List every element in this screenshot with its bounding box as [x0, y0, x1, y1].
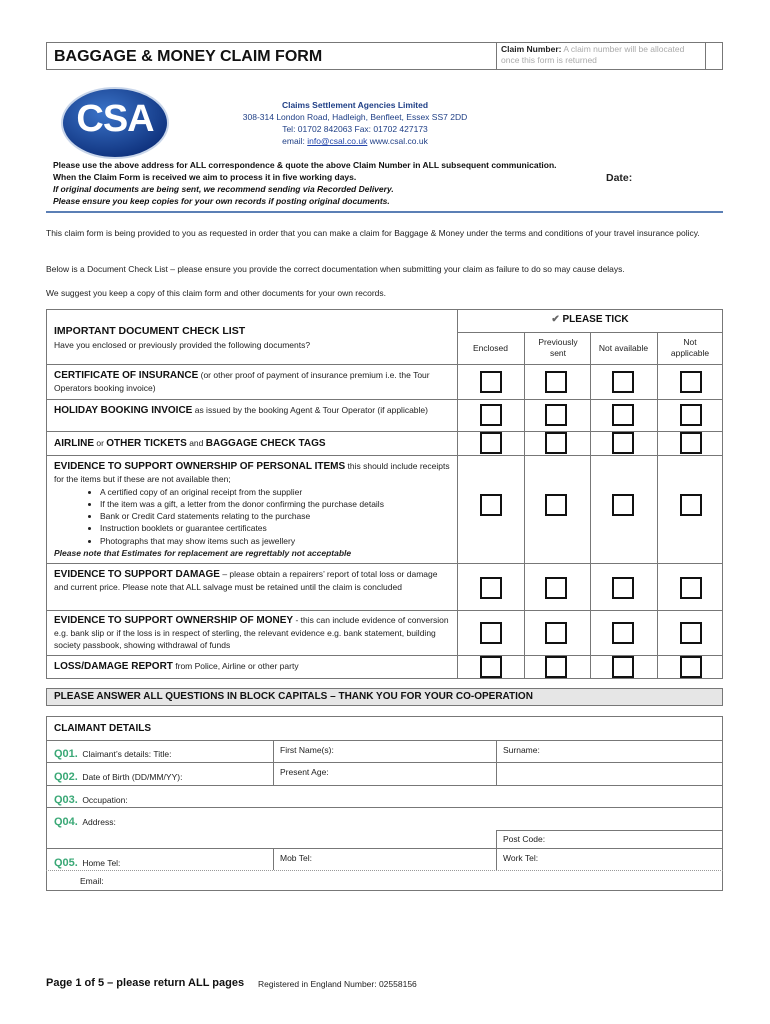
checklist-item-personal-items — [54, 460, 452, 559]
company-contact — [200, 135, 510, 147]
item-text: – please obtain a repairers’ report of total loss or damage and current price. Please note that ALL salvage must be retained until the claim is concluded — [54, 569, 438, 592]
checklist-item-tickets — [54, 437, 452, 450]
checkbox-tickets-not-applicable[interactable] — [680, 432, 702, 454]
checklist-item-loss-report — [54, 660, 452, 673]
checklist-item-booking-invoice — [54, 404, 452, 417]
claimant-sep-2 — [46, 785, 723, 786]
item-heading: OTHER TICKETS — [106, 438, 187, 449]
checkbox-insurance-not-applicable[interactable] — [680, 371, 702, 393]
checkbox-insurance-not-available[interactable] — [612, 371, 634, 393]
checkbox-invoice-not-available[interactable] — [612, 404, 634, 426]
first-name-field[interactable]: First Name(s): — [280, 745, 334, 755]
header-divider-right — [705, 42, 706, 70]
claimant-sep-4 — [496, 830, 723, 831]
item-text: this should include receipts for the items but if these are not available then; — [54, 461, 450, 485]
row-sep-0 — [46, 364, 723, 365]
claimant-col-2 — [496, 740, 497, 785]
date-label: Date: — [606, 172, 633, 184]
col-not-applicable: Not applicable — [670, 337, 710, 358]
company-info — [200, 99, 510, 147]
surname-field[interactable]: Surname: — [503, 745, 540, 755]
list-item: • Bank or Credit Card statements relating to the purchase — [100, 510, 452, 522]
tick-header-line — [457, 332, 723, 333]
checkbox-invoice-previously-sent[interactable] — [545, 404, 567, 426]
website-link[interactable]: www.csal.co.uk — [369, 136, 428, 146]
checkbox-items-not-applicable[interactable] — [680, 494, 702, 516]
company-phone: Tel: 01702 842063 Fax: 01702 427173 — [282, 124, 428, 134]
work-tel-field[interactable]: Work Tel: — [503, 853, 539, 863]
checklist-item-insurance — [54, 369, 452, 394]
item-heading: HOLIDAY BOOKING INVOICE — [54, 405, 193, 416]
checkbox-items-enclosed[interactable] — [480, 494, 502, 516]
row-sep-5 — [46, 610, 723, 611]
row-sep-4 — [46, 563, 723, 564]
row-sep-3 — [46, 455, 723, 456]
checkbox-report-not-applicable[interactable] — [680, 656, 702, 678]
logo-text: CSA — [76, 98, 154, 140]
item-text: or — [94, 438, 107, 448]
email-field[interactable]: Email: — [80, 876, 104, 886]
item-heading: EVIDENCE TO SUPPORT DAMAGE — [54, 569, 220, 580]
notice-block — [53, 159, 613, 207]
notice-line-2: When the Claim Form is received we aim to process it in five working days. — [53, 172, 357, 182]
checkbox-damage-not-available[interactable] — [612, 577, 634, 599]
checkbox-money-not-available[interactable] — [612, 622, 634, 644]
claimant-col-1 — [273, 740, 274, 785]
item-text: as issued by the booking Agent & Tour Operator (if applicable) — [192, 405, 428, 415]
company-address: 308-314 London Road, Hadleigh, Benfleet, Essex SS7 2DD — [242, 112, 468, 122]
claimant-sep-6 — [46, 870, 723, 871]
checklist-subtitle: Have you enclosed or previously provided the following documents? — [54, 340, 311, 350]
checkbox-money-not-applicable[interactable] — [680, 622, 702, 644]
estimates-note: Please note that Estimates for replacement are regrettably not acceptable — [54, 548, 352, 559]
claimant-details-table — [46, 716, 723, 891]
q01-label: Claimant’s details: Title: — [82, 749, 172, 759]
q04-field[interactable] — [54, 812, 116, 830]
checkbox-damage-previously-sent[interactable] — [545, 577, 567, 599]
checkbox-tickets-not-available[interactable] — [612, 432, 634, 454]
list-item: • Photographs that may show items such as jewellery — [100, 535, 452, 547]
checkbox-damage-enclosed[interactable] — [480, 577, 502, 599]
q05-label: Home Tel: — [82, 858, 121, 868]
q01-field[interactable] — [54, 744, 171, 762]
claim-number-note: A claim number will be allocated once this form is returned — [501, 44, 685, 65]
company-name: Claims Settlement Agencies Limited — [281, 100, 429, 110]
checkbox-money-enclosed[interactable] — [480, 622, 502, 644]
checkbox-items-not-available[interactable] — [612, 494, 634, 516]
q03-field[interactable] — [54, 790, 128, 808]
banner-text: PLEASE ANSWER ALL QUESTIONS IN BLOCK CAPITALS – THANK YOU FOR YOUR CO-OPERATION — [54, 691, 533, 702]
item-heading: EVIDENCE TO SUPPORT OWNERSHIP OF MONEY — [54, 615, 294, 626]
col-divider-2 — [590, 332, 591, 679]
checkbox-tickets-enclosed[interactable] — [480, 432, 502, 454]
evidence-list — [54, 486, 452, 547]
intro-paragraph-1: This claim form is being provided to you as requested in order that you can make a claim for Baggage & Money under the terms and conditions of your travel insurance policy. — [46, 228, 700, 238]
checkbox-insurance-previously-sent[interactable] — [545, 371, 567, 393]
intro-paragraph-3: We suggest you keep a copy of this claim form and other documents for your own records. — [46, 288, 387, 298]
notice-line-1: Please use the above address for ALL correspondence & quote the above Claim Number in ALL subsequent communication. — [53, 160, 557, 170]
email-link[interactable]: info@csal.co.uk — [307, 136, 368, 146]
csa-logo — [60, 86, 170, 160]
checklist-title: IMPORTANT DOCUMENT CHECK LIST — [54, 325, 246, 337]
claimant-title: CLAIMANT DETAILS — [54, 723, 152, 734]
checklist-item-money — [54, 614, 452, 651]
list-item: • A certified copy of an original receipt from the supplier — [100, 486, 452, 498]
q02-field[interactable] — [54, 767, 182, 785]
post-code-field[interactable]: Post Code: — [503, 834, 546, 844]
q04-number: Q04. — [54, 816, 78, 828]
row-sep-1 — [46, 399, 723, 400]
check-icon: ✔ — [551, 314, 560, 325]
notice-rule — [46, 211, 723, 213]
mob-tel-field[interactable]: Mob Tel: — [280, 853, 312, 863]
item-heading: BAGGAGE CHECK TAGS — [205, 438, 326, 449]
please-tick-label: PLEASE TICK — [562, 314, 629, 325]
claimant-col-3 — [496, 830, 497, 870]
notice-line-3: If original documents are being sent, we recommend sending via Recorded Delivery. — [53, 184, 394, 194]
checkbox-report-previously-sent[interactable] — [545, 656, 567, 678]
present-age-field[interactable]: Present Age: — [280, 767, 329, 777]
checkbox-report-not-available[interactable] — [612, 656, 634, 678]
claimant-sep-5 — [46, 848, 723, 849]
claimant-sep-3 — [46, 807, 723, 808]
col-not-available: Not available — [598, 343, 649, 353]
claim-number-field[interactable] — [501, 44, 701, 66]
q04-label: Address: — [82, 817, 116, 827]
q03-number: Q03. — [54, 794, 78, 806]
q02-label: Date of Birth (DD/MM/YY): — [82, 772, 183, 782]
form-title: BAGGAGE & MONEY CLAIM FORM — [54, 48, 323, 65]
checkbox-tickets-previously-sent[interactable] — [545, 432, 567, 454]
checkbox-damage-not-applicable[interactable] — [680, 577, 702, 599]
notice-line-4: Please ensure you keep copies for your own records if posting original documents. — [53, 196, 390, 206]
item-text: (or other proof of payment of insurance premium i.e. the Tour Operators booking invoice) — [54, 370, 430, 393]
col-divider-1 — [524, 332, 525, 679]
checkbox-items-previously-sent[interactable] — [545, 494, 567, 516]
claimant-sep-1 — [46, 762, 723, 763]
item-text: from Police, Airline or other party — [172, 661, 299, 671]
checkbox-report-enclosed[interactable] — [480, 656, 502, 678]
list-item: • If the item was a gift, a letter from the donor confirming the purchase details — [100, 498, 452, 510]
q03-label: Occupation: — [82, 795, 128, 805]
checkbox-invoice-not-applicable[interactable] — [680, 404, 702, 426]
col-divider-3 — [657, 332, 658, 679]
claim-number-label: Claim Number: — [501, 44, 562, 54]
claimant-sep-0 — [46, 740, 723, 741]
checklist-item-damage — [54, 568, 452, 593]
checkbox-money-previously-sent[interactable] — [545, 622, 567, 644]
intro-paragraph-2: Below is a Document Check List – please ensure you provide the correct documentation when submitting your claim as failure to do so may cause delays. — [46, 264, 625, 274]
col-previously-sent: Previously sent — [538, 337, 578, 358]
header-divider — [496, 42, 497, 70]
claimant-col-4 — [273, 848, 274, 870]
checkbox-invoice-enclosed[interactable] — [480, 404, 502, 426]
item-text: and — [186, 438, 206, 448]
item-heading: AIRLINE — [54, 438, 94, 449]
q05-field[interactable] — [54, 853, 120, 871]
item-heading: LOSS/DAMAGE REPORT — [54, 661, 173, 672]
please-tick-header — [457, 314, 723, 325]
block-capitals-banner — [46, 688, 723, 706]
checkbox-insurance-enclosed[interactable] — [480, 371, 502, 393]
list-item: • Instruction booklets or guarantee certificates — [100, 522, 452, 534]
registration-number: Registered in England Number: 02558156 — [258, 979, 417, 989]
q02-number: Q02. — [54, 771, 78, 783]
item-heading: CERTIFICATE OF INSURANCE — [54, 370, 199, 381]
item-text: - this can include evidence of conversion e.g. bank slip or if the loss is in respect of sterling, the relevant evidence e.g. bank statement, building society passbook, showing withdrawal of funds — [54, 615, 449, 650]
page-number: Page 1 of 5 – please return ALL pages — [46, 977, 245, 989]
email-label: email: — [282, 136, 305, 146]
item-heading: EVIDENCE TO SUPPORT OWNERSHIP OF PERSONAL ITEMS — [54, 461, 346, 472]
q01-number: Q01. — [54, 748, 78, 760]
col-enclosed: Enclosed — [473, 343, 508, 353]
q05-number: Q05. — [54, 857, 78, 869]
